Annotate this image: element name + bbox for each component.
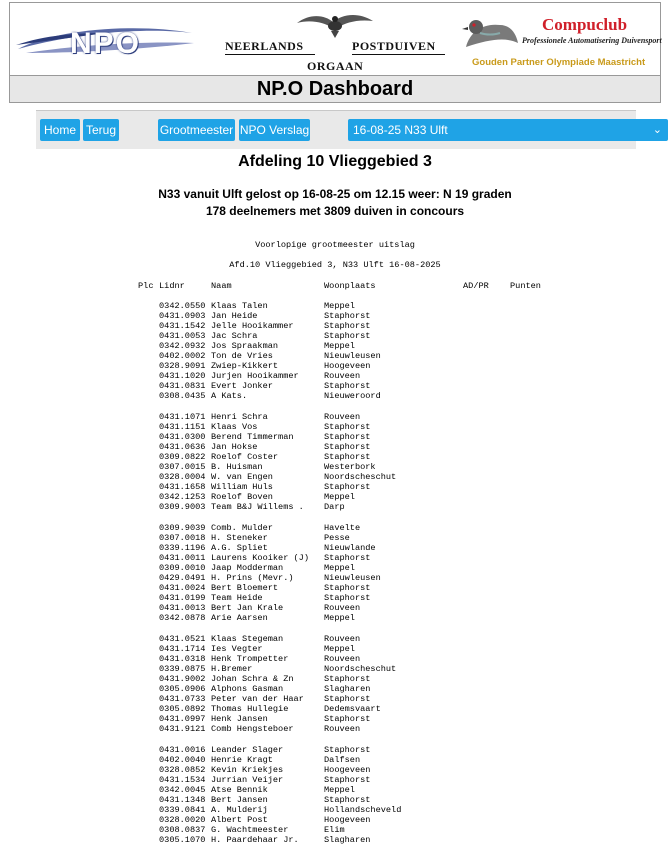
cell-woonplaats: Nieuwleusen: [324, 351, 381, 362]
cell-woonplaats: Rouveen: [324, 633, 361, 644]
cell-woonplaats: Staphorst: [324, 311, 371, 322]
cell-lidnr: 0309.0010: [159, 563, 206, 573]
cell-lidnr: 0431.0199: [159, 593, 206, 604]
cell-woonplaats: Elim: [324, 825, 345, 835]
chevron-down-icon: ⌄: [652, 124, 662, 136]
participants-info: 178 deelnemers met 3809 duiven in concours: [205, 204, 465, 218]
cell-woonplaats: Staphorst: [324, 673, 371, 684]
cell-lidnr: 0328.9091: [159, 361, 206, 372]
cell-woonplaats: Noordscheschut: [324, 472, 397, 483]
cell-naam: Berend Timmerman: [211, 432, 294, 442]
compuclub-title: Compuclub: [542, 15, 628, 34]
home-button[interactable]: Home: [40, 119, 80, 141]
cell-naam: Henrie Kragt: [211, 754, 273, 765]
cell-woonplaats: Hollandscheveld: [324, 804, 402, 815]
cell-woonplaats: Darp: [324, 502, 345, 513]
cell-lidnr: 0308.0837: [159, 825, 206, 835]
cell-naam: Albert Post: [211, 814, 268, 825]
cell-lidnr: 0431.0903: [159, 311, 206, 322]
cell-lidnr: 0431.1071: [159, 411, 206, 422]
cell-lidnr: 0342.0550: [159, 301, 206, 311]
col-header-naam: Naam: [211, 281, 232, 291]
logo-underline-right: [352, 54, 445, 55]
cell-naam: Henk Jansen: [211, 714, 268, 725]
cell-naam: Johan Schra & Zn: [211, 673, 294, 684]
cell-naam: Klaas Talen: [211, 301, 268, 311]
cell-naam: William Huls: [211, 482, 273, 493]
cell-naam: Alphons Gasman: [211, 683, 284, 694]
cell-woonplaats: Noordscheschut: [324, 663, 397, 674]
cell-lidnr: 0431.0521: [159, 633, 206, 644]
cell-lidnr: 0431.1348: [159, 794, 206, 805]
cell-woonplaats: Hoogeveen: [324, 764, 371, 775]
cell-lidnr: 0431.9121: [159, 724, 206, 735]
postduiven-logo: [225, 9, 445, 75]
cell-woonplaats: Meppel: [324, 492, 355, 503]
cell-naam: Jan Heide: [211, 311, 258, 322]
cell-woonplaats: Staphorst: [324, 794, 371, 805]
cell-naam: Jelle Hooikammer: [211, 321, 294, 332]
cell-lidnr: 0339.0841: [159, 804, 206, 815]
cell-lidnr: 0431.0831: [159, 381, 206, 392]
cell-lidnr: 0307.0015: [159, 462, 206, 473]
cell-lidnr: 0429.0491: [159, 573, 206, 584]
cell-naam: Ton de Vries: [211, 351, 273, 362]
logo-text-postduiven: POSTDUIVEN: [352, 39, 436, 53]
cell-lidnr: 0328.0004: [159, 472, 206, 483]
cell-naam: Roelof Coster: [211, 452, 279, 463]
col-header-adpr: AD/PR: [463, 281, 489, 291]
afdeling-heading: Afdeling 10 Vlieggebied 3: [238, 153, 432, 170]
cell-woonplaats: Rouveen: [324, 603, 361, 614]
title-bar: [9, 76, 661, 103]
cell-naam: G. Wachtmeester: [211, 825, 289, 835]
cell-lidnr: 0402.0040: [159, 754, 206, 765]
cell-lidnr: 0431.1542: [159, 321, 206, 332]
cell-naam: H. Steneker: [211, 532, 268, 543]
cell-lidnr: 0339.1196: [159, 542, 206, 553]
cell-naam: Atse Bennik: [211, 784, 268, 795]
cell-lidnr: 0305.0906: [159, 683, 206, 694]
cell-lidnr: 0431.0733: [159, 694, 206, 704]
nav-bar: [36, 110, 662, 149]
cell-lidnr: 0342.0045: [159, 784, 206, 795]
cell-lidnr: 0328.0852: [159, 764, 206, 775]
cell-naam: Jac Schra: [211, 331, 258, 342]
race-select[interactable]: [348, 119, 668, 141]
cell-lidnr: 0431.0016: [159, 744, 206, 755]
col-header-plc: Plc: [138, 281, 154, 291]
cell-lidnr: 0431.1714: [159, 643, 206, 654]
cell-lidnr: 0431.1658: [159, 482, 206, 493]
cell-woonplaats: Staphorst: [324, 452, 371, 463]
cell-naam: A.G. Spliet: [211, 542, 268, 553]
compuclub-logo[interactable]: [460, 9, 660, 73]
cell-naam: H.Bremer: [211, 663, 253, 674]
cell-lidnr: 0431.0011: [159, 552, 206, 563]
cell-woonplaats: Staphorst: [324, 421, 371, 432]
col-header-punten: Punten: [510, 281, 541, 291]
cell-naam: Peter van der Haar: [211, 694, 304, 704]
cell-woonplaats: Staphorst: [324, 714, 371, 725]
page-title: NP.O Dashboard: [256, 78, 414, 100]
logo-text-orgaan: ORGAAN: [307, 59, 364, 73]
cell-woonplaats: Staphorst: [324, 593, 371, 604]
cell-woonplaats: Meppel: [324, 341, 355, 352]
cell-woonplaats: Hoogeveen: [324, 814, 371, 825]
cell-lidnr: 0305.0892: [159, 704, 206, 715]
cell-lidnr: 0307.0018: [159, 532, 206, 543]
cell-lidnr: 0431.1534: [159, 774, 206, 785]
cell-lidnr: 0431.0300: [159, 432, 206, 442]
cell-naam: Jaap Modderman: [211, 563, 284, 573]
cell-woonplaats: Rouveen: [324, 371, 361, 382]
logo-text-neerlands: NEERLANDS: [225, 39, 304, 53]
cell-woonplaats: Rouveen: [324, 411, 361, 422]
cell-lidnr: 0431.0636: [159, 442, 206, 453]
cell-woonplaats: Slagharen: [324, 683, 371, 694]
cell-lidnr: 0431.1151: [159, 421, 206, 432]
cell-woonplaats: Staphorst: [324, 482, 371, 493]
cell-woonplaats: Dalfsen: [324, 754, 361, 765]
cell-naam: Leander Slager: [211, 744, 284, 755]
cell-naam: Ies Vegter: [211, 643, 263, 654]
cell-lidnr: 0342.0878: [159, 613, 206, 624]
pigeon-icon: [295, 9, 375, 39]
cell-woonplaats: Pesse: [324, 532, 350, 543]
cell-woonplaats: Slagharen: [324, 835, 371, 846]
cell-naam: Comb Hengsteboer: [211, 724, 294, 735]
cell-lidnr: 0342.1253: [159, 492, 206, 503]
cell-woonplaats: Meppel: [324, 301, 355, 311]
cell-lidnr: 0402.0002: [159, 351, 206, 362]
cell-woonplaats: Meppel: [324, 784, 355, 795]
cell-lidnr: 0309.0822: [159, 452, 206, 463]
cell-woonplaats: Dedemsvaart: [324, 704, 381, 715]
cell-lidnr: 0339.0875: [159, 663, 206, 674]
cell-lidnr: 0431.0024: [159, 583, 206, 594]
compuclub-partner: Gouden Partner Olympiade Maastricht: [472, 57, 646, 68]
cell-lidnr: 0342.0932: [159, 341, 206, 352]
npo-logo-text: NPO: [70, 27, 142, 60]
cell-naam: A Kats.: [211, 391, 248, 402]
cell-woonplaats: Staphorst: [324, 583, 371, 594]
cell-woonplaats: Nieuwlande: [324, 542, 376, 553]
cell-naam: Thomas Hullegie: [211, 704, 289, 715]
cell-lidnr: 0431.0013: [159, 603, 206, 614]
report-subtitle: Afd.10 Vlieggebied 3, N33 Ulft 16-08-2025: [229, 260, 441, 270]
back-button[interactable]: Terug: [83, 119, 119, 141]
cell-naam: Jurjen Hooikammer: [211, 371, 299, 382]
cell-naam: Arie Aarsen: [211, 613, 268, 624]
cell-lidnr: 0309.9003: [159, 502, 206, 513]
cell-naam: Comb. Mulder: [211, 522, 273, 533]
cell-woonplaats: Rouveen: [324, 653, 361, 664]
cell-naam: Team Heide: [211, 593, 263, 604]
cell-naam: Laurens Kooiker (J): [211, 552, 309, 563]
cell-naam: Bert Jan Krale: [211, 603, 284, 614]
cell-woonplaats: Meppel: [324, 643, 355, 654]
cell-naam: Klaas Vos: [211, 421, 258, 432]
cell-woonplaats: Staphorst: [324, 432, 371, 442]
col-header-lidnr: Lidnr: [159, 281, 185, 291]
cell-naam: Klaas Stegeman: [211, 633, 284, 644]
cell-woonplaats: Staphorst: [324, 321, 371, 332]
cell-lidnr: 0431.0997: [159, 714, 206, 725]
cell-lidnr: 0308.0435: [159, 391, 206, 402]
cell-woonplaats: Hoogeveen: [324, 361, 371, 372]
cell-naam: Kevin Kriekjes: [211, 764, 284, 775]
cell-naam: B. Huisman: [211, 462, 263, 473]
cell-lidnr: 0431.9002: [159, 673, 206, 684]
report-title: Voorlopige grootmeester uitslag: [255, 240, 415, 250]
cell-woonplaats: Meppel: [324, 613, 355, 624]
cell-naam: H. Prins (Mevr.): [211, 573, 294, 584]
cell-woonplaats: Meppel: [324, 563, 355, 573]
cell-naam: Henri Schra: [211, 411, 268, 422]
cell-woonplaats: Staphorst: [324, 381, 371, 392]
logo-underline-left: [225, 54, 315, 55]
cell-lidnr: 0431.0053: [159, 331, 206, 342]
npo-logo[interactable]: [16, 17, 196, 67]
compuclub-subtitle: Professionele Automatisering Duivensport: [522, 36, 662, 45]
cell-woonplaats: Staphorst: [324, 694, 371, 704]
cell-woonplaats: Staphorst: [324, 331, 371, 342]
cell-naam: H. Paardehaar Jr.: [211, 835, 299, 846]
grootmeester-button[interactable]: Grootmeester: [158, 119, 235, 141]
cell-naam: Team B&J Willems .: [211, 502, 304, 513]
cell-lidnr: 0328.0020: [159, 814, 206, 825]
cell-woonplaats: Havelte: [324, 522, 361, 533]
cell-naam: Jurrian Veijer: [211, 774, 284, 785]
cell-woonplaats: Staphorst: [324, 774, 371, 785]
cell-lidnr: 0309.9039: [159, 522, 206, 533]
race-select-value: 16-08-25 N33 Ulft: [353, 123, 448, 137]
cell-lidnr: 0305.1070: [159, 835, 206, 846]
npo-verslag-button[interactable]: NPO Verslag: [239, 119, 310, 141]
cell-naam: Jos Spraakman: [211, 341, 279, 352]
cell-lidnr: 0431.0318: [159, 653, 206, 664]
cell-naam: Henk Trompetter: [211, 653, 289, 664]
pigeon-portrait-icon: [460, 13, 520, 53]
header-banner: [9, 2, 661, 76]
cell-woonplaats: Nieuweroord: [324, 391, 381, 402]
release-info: N33 vanuit Ulft gelost op 16-08-25 om 12.15 weer: N 19 graden: [158, 187, 512, 201]
cell-woonplaats: Rouveen: [324, 724, 361, 735]
cell-woonplaats: Westerbork: [324, 462, 376, 473]
col-header-woonplaats: Woonplaats: [324, 281, 376, 291]
cell-naam: W. van Engen: [211, 472, 273, 483]
cell-woonplaats: Nieuwleusen: [324, 573, 381, 584]
cell-naam: Bert Jansen: [211, 794, 268, 805]
cell-naam: A. Mulderij: [211, 804, 268, 815]
cell-lidnr: 0431.1020: [159, 371, 206, 382]
cell-woonplaats: Staphorst: [324, 442, 371, 453]
cell-woonplaats: Staphorst: [324, 552, 371, 563]
cell-naam: Evert Jonker: [211, 381, 273, 392]
cell-naam: Zwiep-Kikkert: [211, 361, 279, 372]
cell-naam: Roelof Boven: [211, 492, 273, 503]
cell-naam: Jan Hokse: [211, 442, 258, 453]
cell-woonplaats: Staphorst: [324, 744, 371, 755]
cell-naam: Bert Bloemert: [211, 583, 279, 594]
